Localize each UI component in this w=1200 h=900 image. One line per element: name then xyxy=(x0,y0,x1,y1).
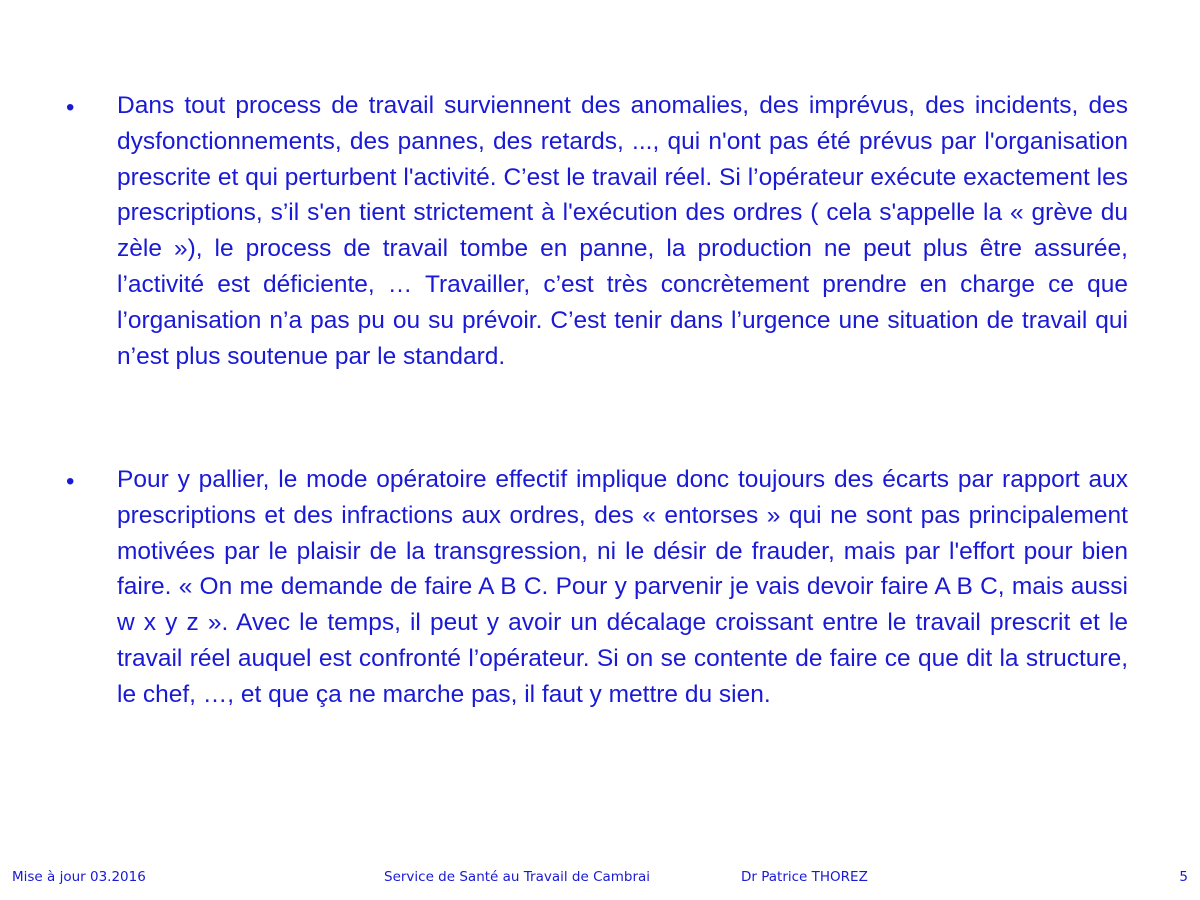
footer-update-date: Mise à jour 03.2016 xyxy=(12,869,146,885)
page-number: 5 xyxy=(1179,869,1188,885)
bullet-marker: • xyxy=(66,94,75,121)
bullet-text: Dans tout process de travail surviennent des anomalies, des imprévus, des incidents, des dysfonctionnements, des pannes, des retards, ..., qui n'ont pas été prévus par l'organisation prescrite et qui perturbent l'activité. C’est le travail réel. Si l’opérateur exécute exactement les prescriptions, s’il s'en tient strictement à l'exécution des ordres ( cela s'appelle la « grève du zèle »), le process de travail tombe en panne, la production ne peut plus être assurée, l’activité est déficiente, … Travailler, c’est très concrètement prendre en charge ce que l’organisation n’a pas pu ou su prévoir. C’est tenir dans l’urgence une situation de travail qui n’est plus soutenue par le standard. xyxy=(117,92,1128,370)
footer-author: Dr Patrice THOREZ xyxy=(741,869,868,885)
bullet-text: Pour y pallier, le mode opératoire effectif implique donc toujours des écarts par rapport aux prescriptions et des infractions aux ordres, des « entorses » qui ne sont pas principalement motivées par le plaisir de la transgression, ni le désir de frauder, mais par l'effort pour bien faire. « On me demande de faire A B C. Pour y parvenir je vais devoir faire A B C, mais aussi w x y z ». Avec le temps, il peut y avoir un décalage croissant entre le travail prescrit et le travail réel auquel est confronté l’opérateur. Si on se contente de faire ce que dit la structure, le chef, …, et que ça ne marche pas, il faut y mettre du sien. xyxy=(117,466,1128,708)
footer-service-name: Service de Santé au Travail de Cambrai xyxy=(384,869,651,885)
bullet-marker: • xyxy=(66,468,75,495)
